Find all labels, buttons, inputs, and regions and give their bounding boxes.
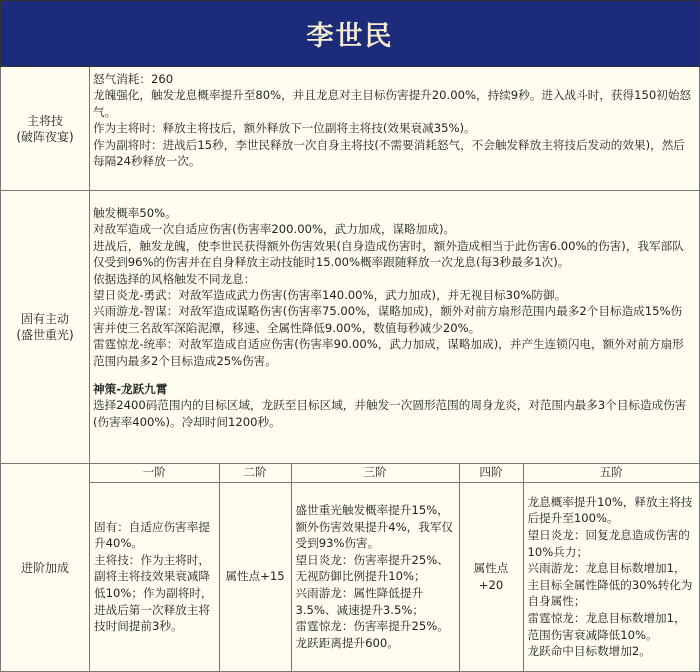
passive-description bbox=[93, 205, 693, 430]
skill-line: 怒气消耗：260 bbox=[93, 72, 174, 86]
passive-subtitle: 神策-龙跃九霄 bbox=[93, 382, 168, 397]
passive-line: 望日炎龙-勇武：对敌军造成武力伤害(伤害率140.00%，武力加成)，并无视目标30%防御。 bbox=[93, 288, 567, 303]
passive-row bbox=[0, 191, 700, 464]
passive-line: 进战后，触发龙魄，使李世民获得额外伤害效果(自身造成伤害时，额外造成相当于此伤害6.00%的伤害)，我军部队仅受到96%的伤害并在自身释放主动技能时15.00%概率跟随释放一次龙息(每3秒最多1次)。 bbox=[93, 238, 684, 270]
skill-label-main: 主将技 bbox=[26, 113, 63, 128]
advance-cell-tier3: 盛世重光触发概率提升15%，额外伤害效果提升4%，我军仅受到93%伤害。 望日炎龙：伤害率提升25%、无视防御比例提升10%； 兴雨游龙：属性降低提升3.5%、减速提升3.5%； 雷霆惊龙：伤害率提升25%。 龙跃距离提升600。 bbox=[291, 482, 459, 671]
skill-line: 作为主将时：释放主将技后，额外释放下一位副将主将技(效果衰减35%)。 bbox=[93, 121, 476, 136]
skill-row bbox=[0, 67, 700, 191]
advance-row bbox=[0, 464, 700, 672]
skill-line: 龙魄强化，触发龙息概率提升至80%，并且龙息对主目标伤害提升20.00%，持续9秒。进入战斗时，获得150初始怒气。 bbox=[93, 88, 692, 119]
advance-header: 二阶 bbox=[219, 464, 291, 482]
advance-table bbox=[90, 464, 699, 671]
passive-line: 对敌军造成一次自适应伤害(伤害率200.00%，武力加成，谋略加成)。 bbox=[93, 222, 456, 237]
passive-label bbox=[1, 191, 90, 463]
passive-label-sub: (盛世重光) bbox=[16, 328, 74, 342]
skill-line: 作为副将时：进战后15秒，李世民释放一次自身主将技(不需要消耗怒气，不会触发释放主将技后发动的效果)，然后每隔24秒释放一次。 bbox=[93, 137, 685, 169]
advance-header-row bbox=[90, 464, 699, 482]
passive-line: 依据选择的风格触发不同龙息： bbox=[93, 271, 256, 286]
advance-cell-tier2: 属性点+15 bbox=[219, 482, 291, 671]
passive-line: 雷霆惊龙-统率：对敌军造成自适应伤害(伤害率90.00%，武力加成，谋略加成)，并产生连锁闪电，额外对前方扇形范围内最多2个目标造成25%伤害。 bbox=[93, 337, 684, 368]
page-title: 李世民 bbox=[0, 0, 700, 67]
advance-body-row bbox=[90, 482, 699, 671]
skill-label-sub: (破阵夜宴) bbox=[16, 129, 74, 144]
advance-cell-tier4: 属性点+20 bbox=[459, 482, 523, 671]
passive-sub-line: 选择2400码范围内的目标区域，龙跃至目标区域，并触发一次圆形范围的周身龙炎，对范围内最多3个目标造成伤害(伤害率400%)。冷却时间1200秒。 bbox=[93, 398, 687, 429]
advance-header: 五阶 bbox=[523, 464, 699, 482]
advance-label bbox=[1, 464, 90, 671]
passive-line: 兴雨游龙-智谋：对敌军造成谋略伤害(伤害率75.00%，谋略加成)，额外对前方扇形范围内最多2个目标造成15%伤害并使三名敌军深陷泥潭，移速、全属性降低9.00%，数值每秒减少20%。 bbox=[93, 304, 683, 335]
advance-cell-tier5: 龙息概率提升10%，释放主将技后提升至100%。 望日炎龙：回复龙息造成伤害的10%兵力； 兴雨游龙：龙息目标数增加1，主目标全属性降低的30%转化为自身属性； 雷霆惊龙：龙息目标数增加1，范围伤害衰减降低10%。 龙跃命中目标数增加2。 bbox=[523, 482, 699, 671]
skill-description bbox=[93, 71, 693, 169]
skill-label bbox=[1, 67, 90, 190]
passive-label-main: 固有主动 bbox=[20, 312, 69, 326]
advance-label-text: 进阶加成 bbox=[20, 560, 69, 575]
passive-line: 触发概率50%。 bbox=[93, 206, 177, 220]
advance-header: 一阶 bbox=[90, 464, 219, 482]
advance-header: 四阶 bbox=[459, 464, 523, 482]
spacer bbox=[93, 369, 693, 381]
advance-header: 三阶 bbox=[291, 464, 459, 482]
advance-cell-tier1: 固有：自适应伤害率提升40%。 主将技：作为主将时，副将主将技效果衰减降低10%；作为副将时，进战后第一次释放主将技时间提前3秒。 bbox=[90, 482, 219, 671]
